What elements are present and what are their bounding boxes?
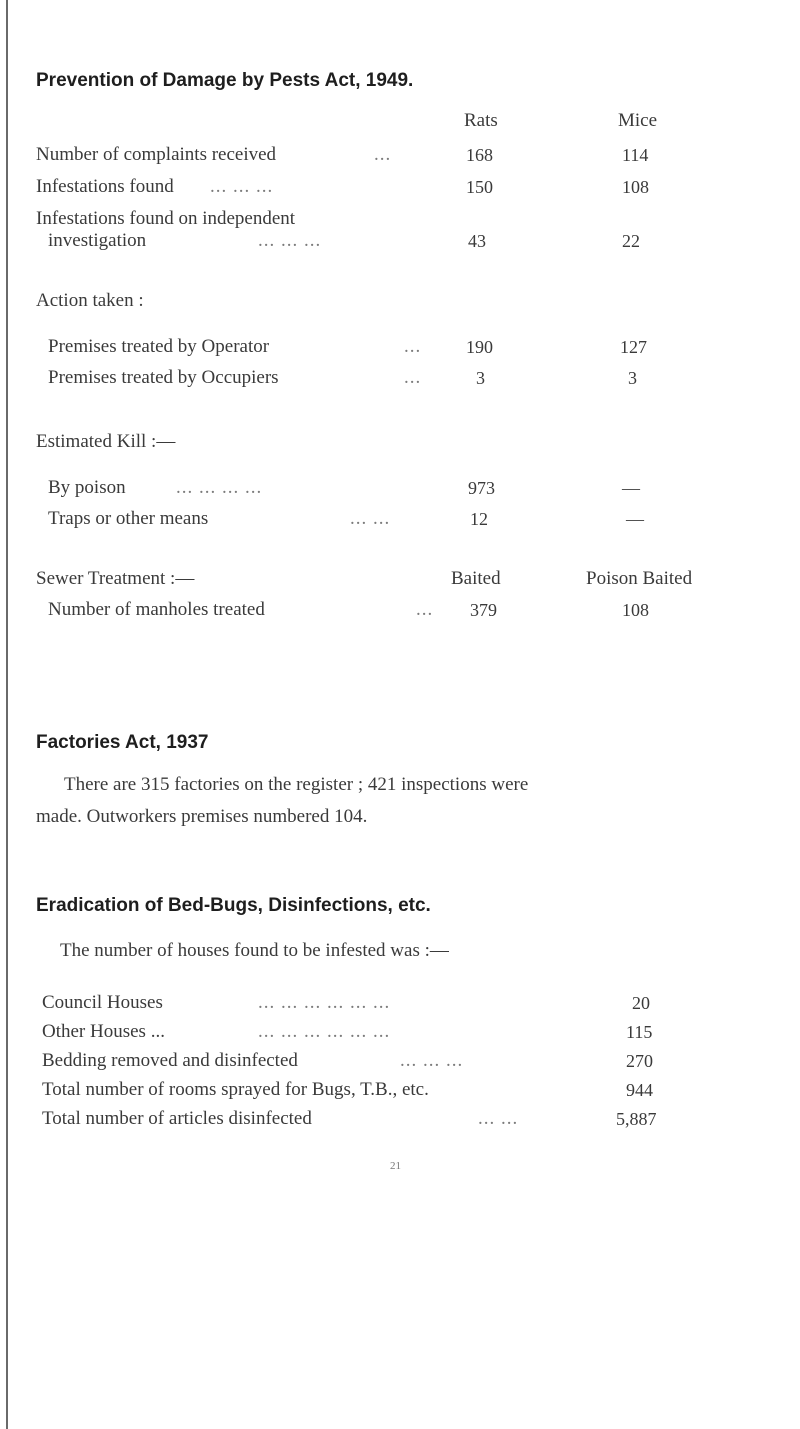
row-rooms-sprayed-label: Total number of rooms sprayed for Bugs, T.B., etc.: [42, 1079, 429, 1100]
row-articles-label: Total number of articles disinfected: [42, 1108, 312, 1129]
row-bedding-label: Bedding removed and disinfected: [42, 1050, 298, 1071]
row-other-houses-dots: ... ... ... ... ... ...: [258, 1021, 391, 1042]
row-occupiers-dots: ...: [404, 367, 422, 388]
row-manholes-poison-baited: 108: [622, 600, 649, 620]
row-complaints-dots: ...: [374, 144, 392, 165]
row-occupiers-rats: 3: [476, 368, 485, 388]
estimated-kill-heading: Estimated Kill :—: [36, 431, 176, 452]
row-council-houses-label: Council Houses: [42, 992, 163, 1013]
row-independent-label-2: investigation: [48, 230, 147, 251]
row-complaints-rats: 168: [466, 145, 493, 165]
row-occupiers-label: Premises treated by Occupiers: [48, 367, 279, 388]
row-bedding-value: 270: [626, 1051, 653, 1071]
row-traps-rats: 12: [470, 509, 488, 529]
row-complaints-mice: 114: [622, 145, 649, 165]
pests-act-title: Prevention of Damage by Pests Act, 1949.: [36, 70, 414, 91]
row-infestations-mice: 108: [622, 177, 649, 197]
row-other-houses-value: 115: [626, 1022, 653, 1042]
row-bedding-dots: ... ... ...: [400, 1050, 464, 1071]
row-operator-rats: 190: [466, 337, 493, 357]
scan-edge-line: [6, 0, 8, 1429]
row-independent-dots: ... ... ...: [258, 230, 322, 251]
row-operator-mice: 127: [620, 337, 647, 357]
col-header-poison-baited: Poison Baited: [586, 568, 693, 589]
factories-act-title: Factories Act, 1937: [36, 732, 209, 753]
row-operator-label: Premises treated by Operator: [48, 336, 270, 357]
row-poison-label: By poison: [48, 477, 126, 498]
bedbugs-title: Eradication of Bed-Bugs, Disinfections, etc.: [36, 895, 431, 916]
col-header-baited: Baited: [451, 568, 501, 589]
action-taken-heading: Action taken :: [36, 290, 144, 311]
row-council-houses-value: 20: [632, 993, 650, 1013]
row-other-houses-label: Other Houses ...: [42, 1021, 165, 1042]
row-manholes-dots: ...: [416, 599, 434, 620]
row-independent-label: Infestations found on independent: [36, 208, 296, 229]
row-infestations-dots: ... ... ...: [210, 176, 274, 197]
row-poison-mice: —: [622, 478, 640, 498]
sewer-treatment-heading: Sewer Treatment :—: [36, 568, 195, 589]
row-infestations-rats: 150: [466, 177, 493, 197]
row-independent-mice: 22: [622, 231, 640, 251]
bedbugs-intro: The number of houses found to be infested was :—: [60, 940, 449, 961]
row-articles-dots: ... ...: [478, 1108, 519, 1129]
factories-paragraph-line2: made. Outworkers premises numbered 104.: [36, 806, 368, 827]
col-header-mice: Mice: [618, 110, 658, 131]
row-poison-rats: 973: [468, 478, 495, 498]
row-traps-mice: —: [626, 509, 644, 529]
row-traps-label: Traps or other means: [48, 508, 209, 529]
row-council-houses-dots: ... ... ... ... ... ...: [258, 992, 391, 1013]
row-poison-dots: ... ... ... ...: [176, 477, 263, 498]
row-rooms-sprayed-value: 944: [626, 1080, 653, 1100]
factories-paragraph-line1: There are 315 factories on the register ; 421 inspections were: [64, 774, 529, 795]
row-manholes-baited: 379: [470, 600, 497, 620]
row-manholes-label: Number of manholes treated: [48, 599, 265, 620]
row-independent-rats: 43: [468, 231, 486, 251]
row-complaints-label: Number of complaints received: [36, 144, 277, 165]
row-traps-dots: ... ...: [350, 508, 391, 529]
row-operator-dots: ...: [404, 336, 422, 357]
col-header-rats: Rats: [464, 110, 498, 131]
row-infestations-label: Infestations found: [36, 176, 174, 197]
page-number: 21: [390, 1160, 401, 1172]
row-articles-value: 5,887: [616, 1109, 657, 1129]
row-occupiers-mice: 3: [628, 368, 637, 388]
